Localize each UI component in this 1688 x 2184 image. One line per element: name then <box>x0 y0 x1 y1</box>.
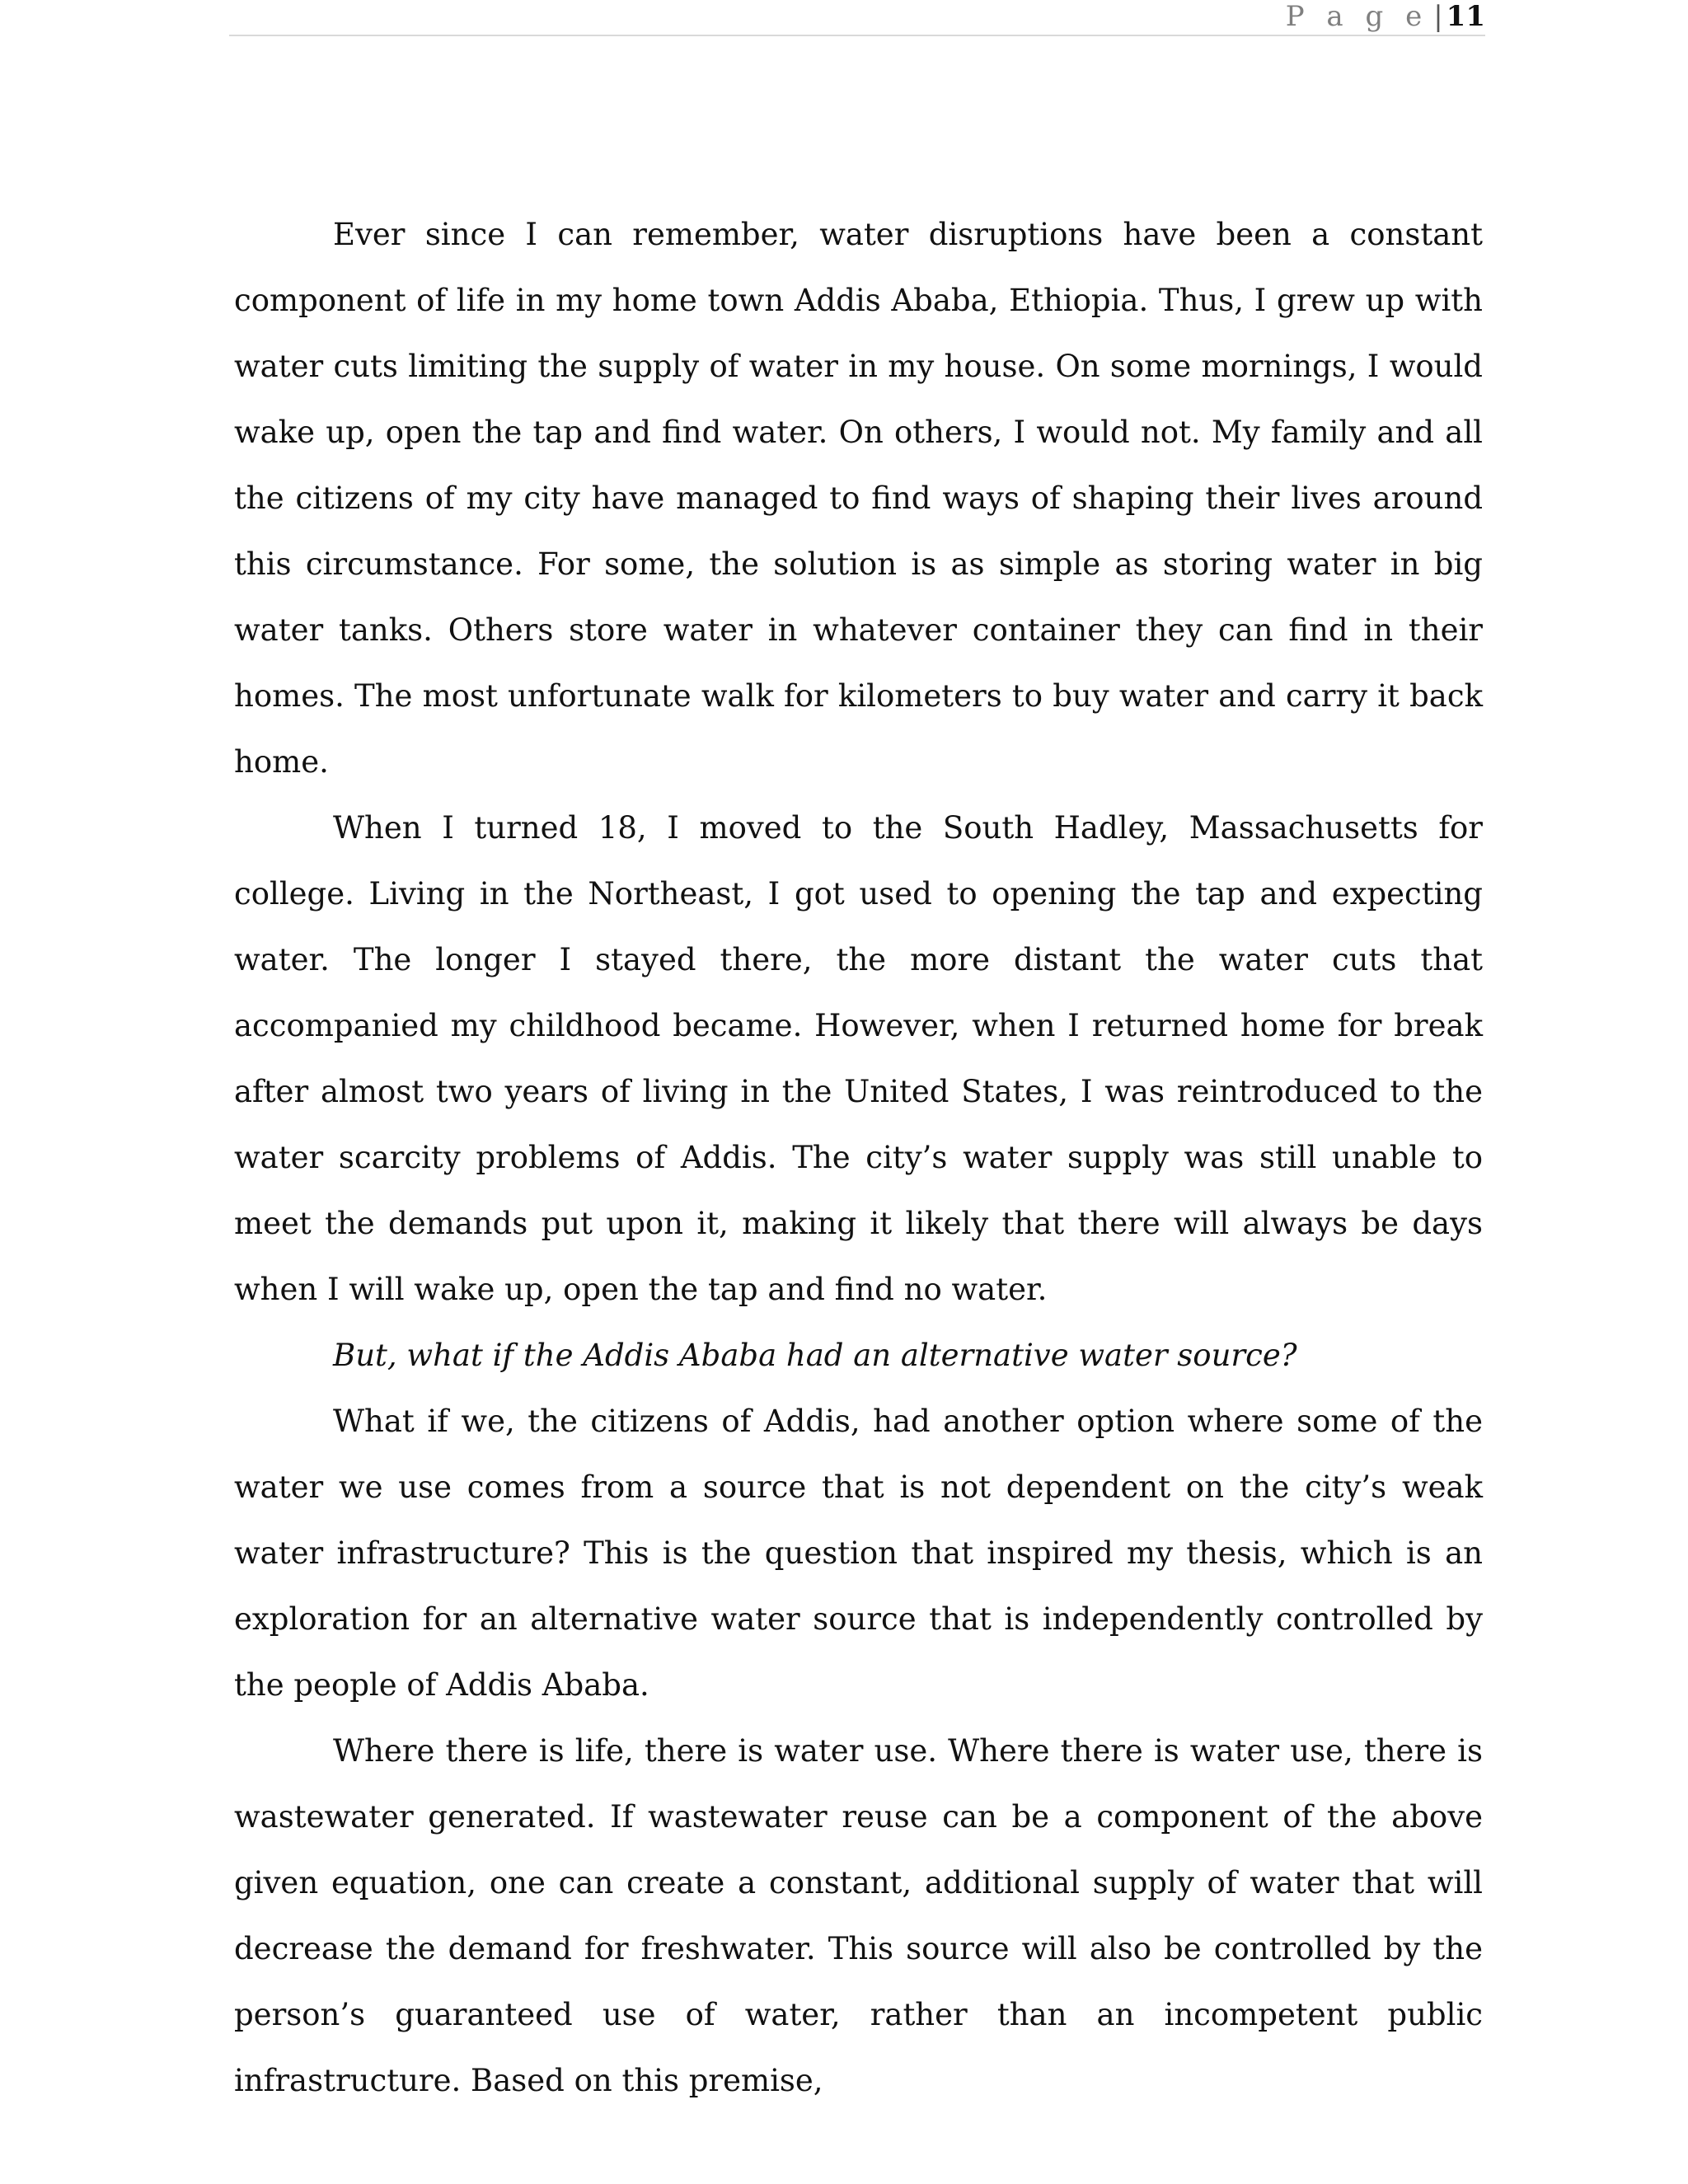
paragraph-3: What if we, the citizens of Addis, had another option where some of the water we use comes from a source that is not dependent on the city’s weak water infrastructure? This is the question that inspired my thesis, which is an exploration for an alternative water source that is independently controlled by the people of Addis Ababa. <box>234 1404 1483 1703</box>
paragraph-2: When I turned 18, I moved to the South Hadley, Massachusetts for college. Living in the Northeast, I got used to opening the tap and expecting water. The longer I stayed there, the more distant the water cuts that accompanied my childhood became. However, when I returned home for break after almost two years of living in the United States, I was reintroduced to the water scarcity problems of Addis. The city’s water supply was still unable to meet the demands put upon it, making it likely that there will always be days when I will wake up, open the tap and find no water. <box>234 810 1483 1307</box>
page-number-label <box>1286 0 1485 33</box>
page-header <box>229 0 1485 36</box>
italic-question: But, what if the Addis Ababa had an alternative water source? <box>333 1338 1297 1373</box>
page-word: P a g e <box>1285 0 1429 33</box>
header-separator: | <box>1433 0 1443 33</box>
page-number: 11 <box>1446 0 1485 33</box>
body-text <box>234 202 1483 2114</box>
paragraph-4: Where there is life, there is water use. Where there is water use, there is wastewater generated. If wastewater reuse can be a component of the above given equation, one can create a constant, additional supply of water that will decrease the demand for freshwater. This source will also be controlled by the person’s guaranteed use of water, rather than an incompetent public infrastructure. Based on this premise, <box>234 1733 1483 2098</box>
paragraph-1: Ever since I can remember, water disruptions have been a constant component of life in my home town Addis Ababa, Ethiopia. Thus, I grew up with water cuts limiting the supply of water in my house. On some mornings, I would wake up, open the tap and find water. On others, I would not. My family and all the citizens of my city have managed to find ways of shaping their lives around this circumstance. For some, the solution is as simple as storing water in big water tanks. Others store water in whatever container they can find in their homes. The most unfortunate walk for kilometers to buy water and carry it back home. <box>234 217 1483 780</box>
